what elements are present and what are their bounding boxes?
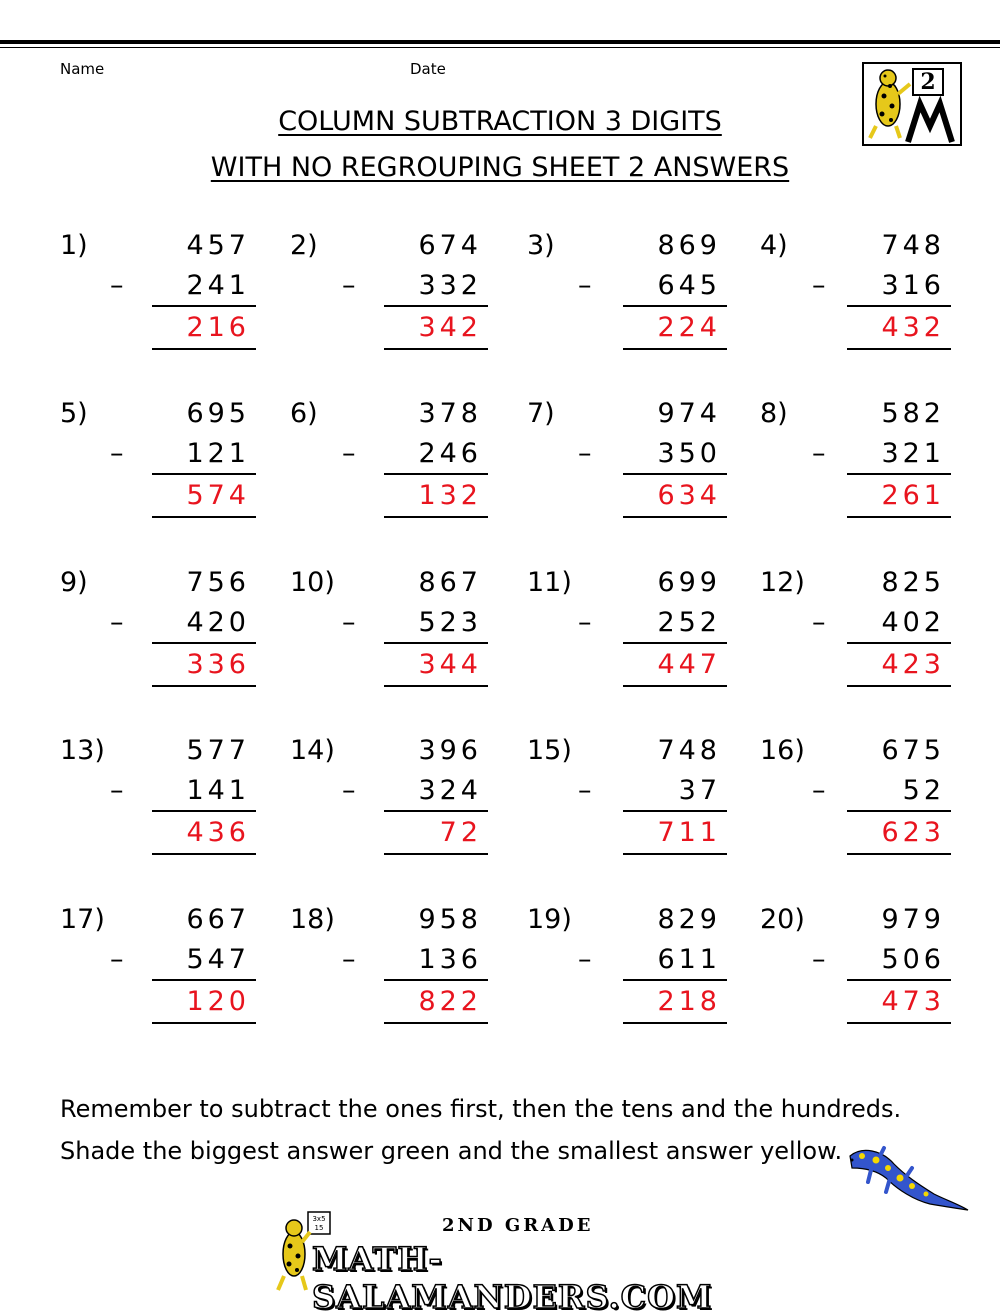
- subtrahend: 523: [418, 607, 482, 638]
- subtrahend: 316: [881, 270, 945, 301]
- problem-number: 17): [60, 904, 105, 935]
- minuend: 974: [657, 398, 721, 429]
- problem-item: [527, 230, 727, 360]
- minus-sign: –: [342, 438, 356, 469]
- answer: 342: [418, 312, 482, 343]
- problem-item: [760, 230, 951, 360]
- name-label: Name: [60, 60, 105, 78]
- subtrahend: 37: [678, 775, 721, 806]
- problem-number: 18): [290, 904, 335, 935]
- answer-line: [847, 853, 951, 855]
- minuend: 825: [881, 567, 945, 598]
- minus-sign: –: [342, 775, 356, 806]
- answer: 216: [186, 312, 250, 343]
- answer: 120: [186, 986, 250, 1017]
- minuend: 958: [418, 904, 482, 935]
- sum-line: [152, 473, 256, 475]
- subtrahend: 350: [657, 438, 721, 469]
- problem-item: [760, 567, 951, 697]
- answer: 623: [881, 817, 945, 848]
- answer: 224: [657, 312, 721, 343]
- subtrahend: 506: [881, 944, 945, 975]
- answer: 432: [881, 312, 945, 343]
- problem-number: 20): [760, 904, 805, 935]
- minus-sign: –: [342, 607, 356, 638]
- minuend: 582: [881, 398, 945, 429]
- sum-line: [384, 473, 488, 475]
- subtrahend: 121: [186, 438, 250, 469]
- minuend: 867: [418, 567, 482, 598]
- answer-line: [847, 348, 951, 350]
- sum-line: [384, 810, 488, 812]
- sum-line: [847, 305, 951, 307]
- minuend: 869: [657, 230, 721, 261]
- minus-sign: –: [812, 775, 826, 806]
- subtrahend: 246: [418, 438, 482, 469]
- minuend: 457: [186, 230, 250, 261]
- answer-line: [152, 853, 256, 855]
- problem-item: [760, 398, 951, 528]
- problem-number: 14): [290, 735, 335, 766]
- footer-site-name[interactable]: MATH-SALAMANDERS.COM: [312, 1240, 713, 1316]
- problem-item: [760, 735, 951, 865]
- problem-number: 7): [527, 398, 555, 429]
- subtrahend: 252: [657, 607, 721, 638]
- minus-sign: –: [342, 944, 356, 975]
- answer: 261: [881, 480, 945, 511]
- sum-line: [623, 810, 727, 812]
- minus-sign: –: [578, 607, 592, 638]
- minus-sign: –: [110, 438, 124, 469]
- page-title-line2: WITH NO REGROUPING SHEET 2 ANSWERS: [210, 152, 790, 183]
- minus-sign: –: [342, 270, 356, 301]
- answer-line: [847, 516, 951, 518]
- subtrahend: 611: [657, 944, 721, 975]
- answer-line: [152, 1022, 256, 1024]
- top-rule: [0, 40, 1000, 44]
- answer: 711: [657, 817, 721, 848]
- answer: 447: [657, 649, 721, 680]
- problem-item: [60, 735, 256, 865]
- sum-line: [384, 305, 488, 307]
- minus-sign: –: [110, 775, 124, 806]
- problem-number: 12): [760, 567, 805, 598]
- minus-sign: –: [578, 438, 592, 469]
- answer-line: [384, 685, 488, 687]
- svg-text:15: 15: [314, 1224, 324, 1232]
- minuend: 829: [657, 904, 721, 935]
- problem-number: 1): [60, 230, 88, 261]
- sum-line: [384, 642, 488, 644]
- problem-number: 6): [290, 398, 318, 429]
- sum-line: [623, 979, 727, 981]
- answer-line: [384, 853, 488, 855]
- problem-item: [290, 567, 488, 697]
- subtrahend: 402: [881, 607, 945, 638]
- sum-line: [623, 642, 727, 644]
- subtrahend: 141: [186, 775, 250, 806]
- minuend: 667: [186, 904, 250, 935]
- sum-line: [623, 473, 727, 475]
- minuend: 378: [418, 398, 482, 429]
- problem-item: [527, 398, 727, 528]
- problem-item: [60, 567, 256, 697]
- minus-sign: –: [812, 607, 826, 638]
- answer: 72: [439, 817, 482, 848]
- problem-number: 9): [60, 567, 88, 598]
- problem-number: 2): [290, 230, 318, 261]
- subtrahend: 241: [186, 270, 250, 301]
- site-logo[interactable]: [272, 1210, 732, 1316]
- answer-line: [623, 685, 727, 687]
- minuend: 674: [418, 230, 482, 261]
- subtrahend: 332: [418, 270, 482, 301]
- problem-number: 5): [60, 398, 88, 429]
- grade-logo: [862, 62, 962, 146]
- answer: 436: [186, 817, 250, 848]
- answer: 473: [881, 986, 945, 1017]
- minus-sign: –: [578, 944, 592, 975]
- minuend: 695: [186, 398, 250, 429]
- problem-item: [527, 735, 727, 865]
- sum-line: [847, 473, 951, 475]
- minus-sign: –: [110, 944, 124, 975]
- sum-line: [152, 642, 256, 644]
- minus-sign: –: [578, 270, 592, 301]
- sum-line: [384, 979, 488, 981]
- sum-line: [847, 979, 951, 981]
- minus-sign: –: [812, 270, 826, 301]
- answer-line: [384, 516, 488, 518]
- minus-sign: –: [812, 438, 826, 469]
- answer-line: [623, 853, 727, 855]
- minuend: 577: [186, 735, 250, 766]
- sum-line: [152, 305, 256, 307]
- answer: 132: [418, 480, 482, 511]
- problem-number: 13): [60, 735, 105, 766]
- minuend: 748: [881, 230, 945, 261]
- top-rule-thin: [0, 47, 1000, 48]
- salamander-icon: [842, 1142, 970, 1222]
- problem-item: [60, 904, 256, 1034]
- problem-item: [60, 398, 256, 528]
- answer: 574: [186, 480, 250, 511]
- minus-sign: –: [110, 607, 124, 638]
- problem-item: [290, 398, 488, 528]
- instruction-line2: Shade the biggest answer green and the smallest answer yellow.: [60, 1137, 843, 1165]
- problem-number: 4): [760, 230, 788, 261]
- answer: 336: [186, 649, 250, 680]
- problem-item: [760, 904, 951, 1034]
- answer: 423: [881, 649, 945, 680]
- sum-line: [152, 979, 256, 981]
- problem-number: 3): [527, 230, 555, 261]
- page-title-line1: COLUMN SUBTRACTION 3 DIGITS: [278, 106, 722, 137]
- sum-line: [623, 305, 727, 307]
- answer-line: [384, 1022, 488, 1024]
- answer-line: [847, 685, 951, 687]
- sum-line: [152, 810, 256, 812]
- problem-item: [290, 230, 488, 360]
- grade-badge: 2: [912, 68, 944, 96]
- answer-line: [152, 685, 256, 687]
- sum-line: [847, 642, 951, 644]
- answer: 344: [418, 649, 482, 680]
- problem-item: [290, 904, 488, 1034]
- minuend: 396: [418, 735, 482, 766]
- subtrahend: 324: [418, 775, 482, 806]
- subtrahend: 52: [902, 775, 945, 806]
- problem-number: 15): [527, 735, 572, 766]
- problem-item: [290, 735, 488, 865]
- subtrahend: 547: [186, 944, 250, 975]
- subtrahend: 321: [881, 438, 945, 469]
- minuend: 748: [657, 735, 721, 766]
- problem-number: 11): [527, 567, 572, 598]
- problem-number: 16): [760, 735, 805, 766]
- answer-line: [384, 348, 488, 350]
- sum-line: [847, 810, 951, 812]
- subtrahend: 645: [657, 270, 721, 301]
- minus-sign: –: [110, 270, 124, 301]
- problem-number: 8): [760, 398, 788, 429]
- svg-text:3x5: 3x5: [312, 1215, 326, 1223]
- minus-sign: –: [578, 775, 592, 806]
- minuend: 699: [657, 567, 721, 598]
- minuend: 979: [881, 904, 945, 935]
- answer-line: [623, 516, 727, 518]
- answer-line: [623, 348, 727, 350]
- answer: 218: [657, 986, 721, 1017]
- answer-line: [623, 1022, 727, 1024]
- instruction-line1: Remember to subtract the ones first, then the tens and the hundreds.: [60, 1095, 902, 1123]
- footer-grade: 2ND GRADE: [442, 1215, 594, 1236]
- problem-item: [527, 904, 727, 1034]
- minus-sign: –: [812, 944, 826, 975]
- problem-number: 19): [527, 904, 572, 935]
- problem-number: 10): [290, 567, 335, 598]
- date-label: Date: [410, 60, 446, 78]
- answer: 822: [418, 986, 482, 1017]
- minuend: 675: [881, 735, 945, 766]
- answer-line: [152, 348, 256, 350]
- minuend: 756: [186, 567, 250, 598]
- answer: 634: [657, 480, 721, 511]
- answer-line: [847, 1022, 951, 1024]
- problem-item: [60, 230, 256, 360]
- answer-line: [152, 516, 256, 518]
- subtrahend: 136: [418, 944, 482, 975]
- subtrahend: 420: [186, 607, 250, 638]
- problem-item: [527, 567, 727, 697]
